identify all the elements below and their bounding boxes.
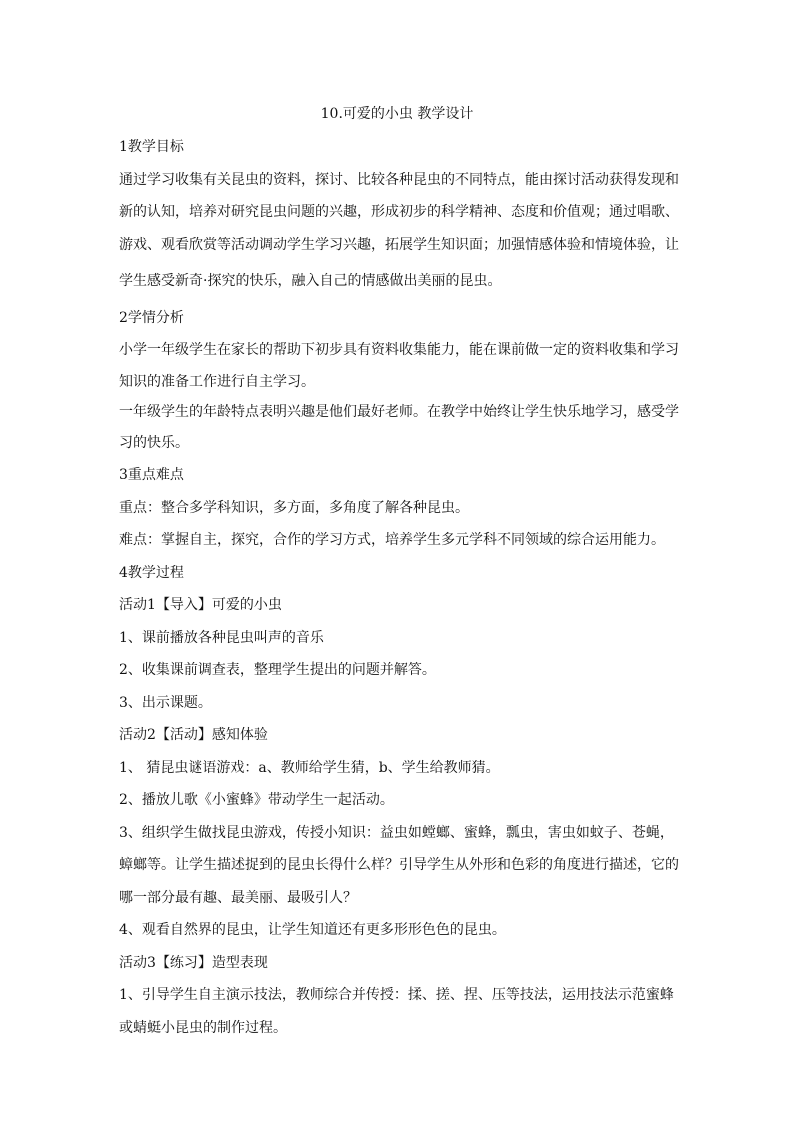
activity-heading: 活动3【练习】造型表现: [119, 954, 268, 971]
paragraph-line: 新的认知，培养对研究昆虫问题的兴趣，形成初步的科学精神、态度和价值观；通过唱歌、: [119, 204, 679, 220]
paragraph-line: 一年级学生的年龄特点表明兴趣是他们最好老师。在教学中始终让学生快乐地学习，感受学: [119, 403, 679, 420]
activity-heading: 活动1【导入】可爱的小虫: [119, 597, 282, 613]
list-item: 2、播放儿歌《小蜜蜂》带动学生一起活动。: [119, 792, 394, 808]
list-item: 4、观看自然界的昆虫，让学生知道还有更多形形色色的昆虫。: [119, 922, 506, 938]
section-heading-analysis: 2学情分析: [119, 309, 184, 326]
paragraph-line: 习的快乐。: [119, 434, 189, 451]
paragraph-line: 通过学习收集有关昆虫的资料，探讨、比较各种昆虫的不同特点，能由探讨活动获得发现和: [119, 171, 679, 188]
paragraph-line: 学生感受新奇·探究的快乐，融入自己的情感做出美丽的昆虫。: [119, 273, 502, 289]
list-item: 3、组织学生做找昆虫游戏，传授小知识：益虫如螳螂、蜜蜂，瓢虫，害虫如蚊子、苍蝇，: [119, 824, 674, 841]
list-item: 3、出示课题。: [119, 694, 212, 711]
list-item: 1、课前播放各种昆虫叫声的音乐: [119, 629, 324, 646]
paragraph-line: 蟑螂等。让学生描述捉到的昆虫长得什么样？引导学生从外形和色彩的角度进行描述，它的: [119, 857, 679, 873]
document-title: 10.可爱的小虫 教学设计: [320, 106, 474, 122]
list-item: 2、收集课前调查表，整理学生提出的问题并解答。: [119, 662, 436, 678]
section-heading-key-points: 3重点难点: [119, 467, 184, 483]
paragraph-line: 游戏、观看欣赏等活动调动学生学习兴趣，拓展学生知识面；加强情感体验和情境体验，让: [119, 236, 679, 253]
activity-heading: 活动2【活动】感知体验: [119, 727, 268, 743]
list-item: 1、引导学生自主演示技法，教师综合并传授：揉、搓、捏、压等技法，运用技法示范蜜蜂: [119, 987, 674, 1003]
list-item: 1、 猜昆虫谜语游戏：a、教师给学生猜，b、学生给教师猜。: [119, 759, 500, 776]
section-heading-process: 4教学过程: [119, 564, 184, 581]
document-body: [119, 131, 679, 1044]
paragraph-line: 小学一年级学生在家长的帮助下初步具有资料收集能力，能在课前做一定的资料收集和学习: [119, 342, 679, 358]
paragraph-line: 重点：整合多学科知识，多方面，多角度了解各种昆虫。: [119, 499, 469, 516]
paragraph-line: 难点：掌握自主，探究，合作的学习方式，培养学生多元学科不同领域的综合运用能力。: [119, 532, 665, 548]
paragraph-line: 或蜻蜓小昆虫的制作过程。: [119, 1019, 287, 1036]
paragraph-line: 知识的准备工作进行自主学习。: [119, 373, 315, 390]
paragraph-line: 哪一部分最有趣、最美丽、最吸引人？: [119, 889, 357, 906]
section-heading-objectives: 1教学目标: [119, 139, 184, 155]
